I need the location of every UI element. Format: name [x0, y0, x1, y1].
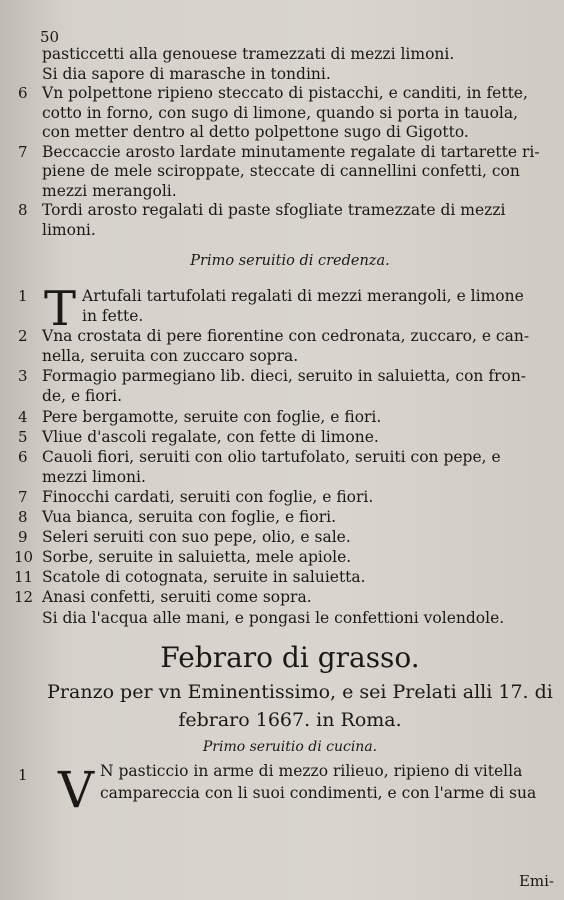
- text-line: mezzi limoni.: [42, 467, 146, 486]
- course-item: 1 T Artufali tartufolati regalati di mezzi merangoli, e limone: [18, 281, 524, 337]
- drop-cap: T: [44, 281, 77, 337]
- item-number: 6: [18, 447, 28, 466]
- text-line: limoni.: [42, 220, 96, 239]
- text-line: de, e fiori.: [42, 387, 123, 406]
- page-number: 50: [40, 28, 60, 46]
- text-line: in fette.: [82, 307, 144, 326]
- text-line: campareccia con li suoi condimenti, e con l'arme di sua: [100, 783, 537, 802]
- course-item: 10 Sorbe, seruite in saluietta, mele apiole.: [14, 548, 352, 567]
- item-number: 11: [14, 568, 34, 587]
- course-item: 8 Vua bianca, seruita con foglie, e fiori.: [18, 508, 337, 527]
- course-item: 4 Pere bergamotte, seruite con foglie, e fiori.: [18, 407, 382, 426]
- text-line: mezzi merangoli.: [42, 181, 177, 200]
- text-line: pasticcetti alla genouese tramezzati di mezzi limoni.: [42, 45, 455, 63]
- item-number: 9: [18, 528, 28, 547]
- item-number: 6: [18, 84, 28, 102]
- cucina-list: [0, 760, 564, 819]
- text-line: Si dia sapore di marasche in tondini.: [42, 64, 331, 83]
- course-item: 7 Finocchi cardati, seruiti con foglie, e fiori.: [18, 487, 374, 506]
- text-line: con metter dentro al detto polpettone sugo di Gigotto.: [42, 123, 469, 141]
- section-subtitle: febraro 1667. in Roma.: [178, 708, 402, 731]
- item-number: 7: [18, 487, 28, 506]
- item-number: 12: [14, 588, 34, 607]
- item-number: 2: [18, 327, 28, 346]
- item-number: 8: [18, 201, 28, 219]
- course-item: 6 Vn polpettone ripieno steccato di pistacchi, e canditi, in fette,: [18, 84, 528, 102]
- course-item: 2 Vna crostata di pere fiorentine con cedronata, zuccaro, e can-: [18, 327, 530, 346]
- item-number: 5: [18, 427, 28, 446]
- drop-cap: V: [58, 760, 95, 819]
- section-title: Febraro di grasso.: [160, 640, 420, 674]
- text-line: nella, seruita con zuccaro sopra.: [42, 347, 299, 366]
- course-item: 5 Vliue d'ascoli regalate, con fette di limone.: [18, 427, 379, 446]
- course-item: 3 Formagio parmegiano lib. dieci, seruito in saluietta, con fron-: [18, 367, 527, 386]
- course-item: 7 Beccaccie arosto lardate minutamente regalate di tartarette ri-: [18, 142, 540, 161]
- course-item: 12 Anasi confetti, seruiti come sopra.: [14, 588, 312, 607]
- text-line: piene de mele sciroppate, steccate di cannellini confetti, con: [42, 162, 520, 180]
- item-number: 1: [18, 765, 28, 784]
- item-number: 7: [18, 142, 28, 161]
- item-number: 10: [14, 548, 34, 567]
- course-item: 1 V N pasticcio in arme di mezzo rilieuo, ripieno di vitella: [18, 760, 523, 819]
- course-item: 9 Seleri seruiti con suo pepe, olio, e sale.: [18, 528, 351, 547]
- credenza-list: [0, 281, 564, 628]
- text-line: [0, 608, 564, 628]
- item-number: 3: [18, 367, 28, 386]
- text-line: cotto in forno, con sugo di limone, quando si porta in tauola,: [42, 103, 519, 122]
- closing-line: Si dia l'acqua alle mani, e pongasi le confettioni volendole.: [42, 608, 505, 627]
- course-item: 8 Tordi arosto regalati di paste sfogliate tramezzate di mezzi: [18, 201, 506, 219]
- cucina-heading: Primo seruitio di cucina.: [202, 738, 378, 755]
- item-number: 1: [18, 287, 28, 305]
- section-subtitle: Pranzo per vn Eminentissimo, e sei Prelati alli 17. di: [47, 680, 553, 703]
- course-item: 6 Cauoli fiori, seruiti con olio tartufolato, seruiti con pepe, e: [18, 447, 501, 466]
- item-number: 4: [18, 407, 28, 426]
- credenza-heading: Primo seruitio di credenza.: [190, 253, 390, 269]
- page-body: [0, 45, 564, 819]
- course-item: 11 Scatole di cotognata, seruite in saluietta.: [14, 568, 366, 587]
- item-number: 8: [18, 508, 28, 527]
- catchword: Emi-: [518, 872, 554, 890]
